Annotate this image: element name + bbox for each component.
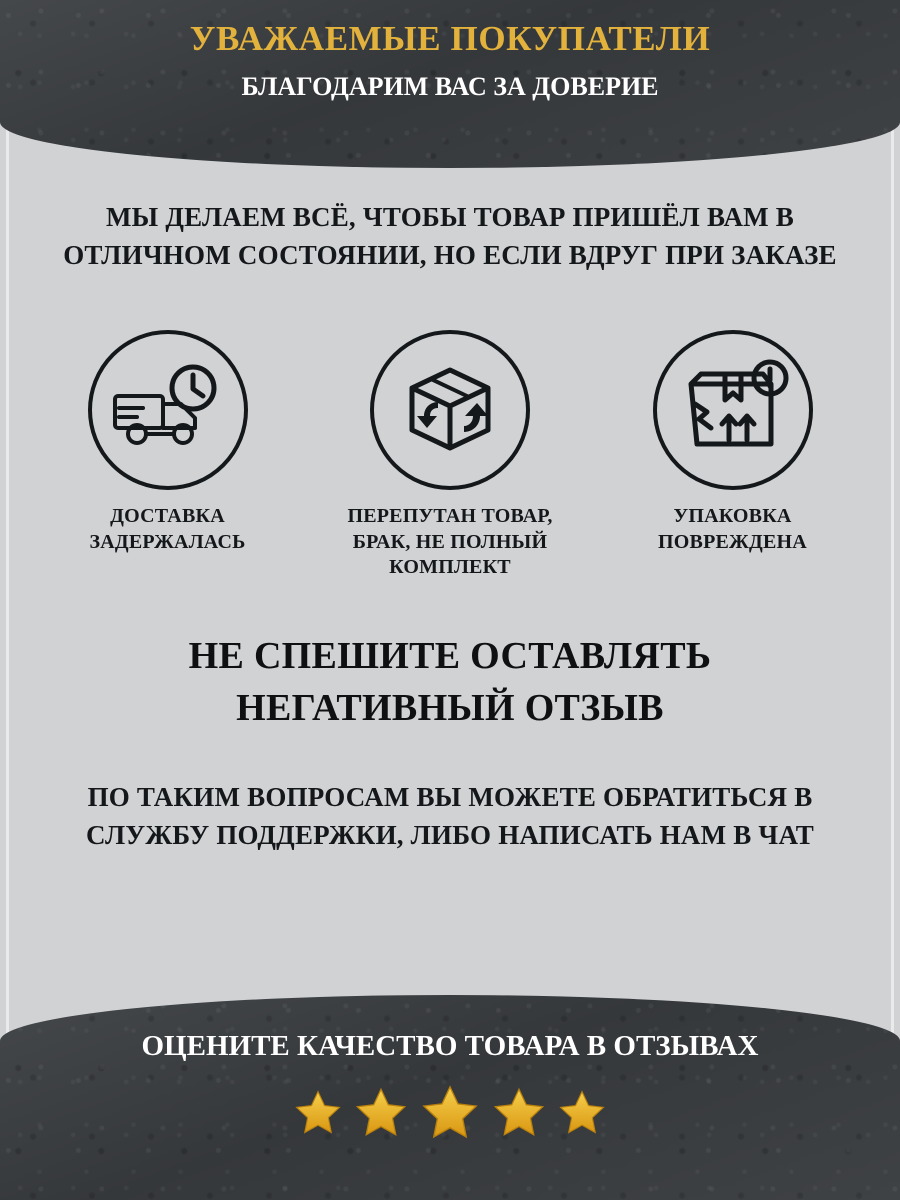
delivery-truck-clock-icon (88, 330, 248, 490)
star-icon[interactable] (488, 1083, 550, 1143)
footer-title: ОЦЕНИТЕ КАЧЕСТВО ТОВАРА В ОТЗЫВАХ (141, 1030, 759, 1062)
box-return-arrow-icon (370, 330, 530, 490)
issue-item-delivery (40, 330, 295, 555)
rating-stars[interactable] (290, 1080, 610, 1146)
star-icon[interactable] (350, 1083, 412, 1143)
issue-item-damaged-package (605, 330, 860, 555)
issue-item-wrong-product (323, 330, 578, 581)
page-title: УВАЖАЕМЫЕ ПОКУПАТЕЛИ (189, 19, 711, 58)
issue-caption: ДОСТАВКА ЗАДЕРЖАЛАСЬ (89, 505, 246, 553)
headline-text: НЕ СПЕШИТЕ ОСТАВЛЯТЬ НЕГАТИВНЫЙ ОТЗЫВ (188, 635, 712, 730)
header (0, 0, 900, 160)
header-subtitle: БЛАГОДАРИМ ВАС ЗА ДОВЕРИЕ (241, 71, 659, 101)
star-icon[interactable] (416, 1080, 484, 1146)
star-icon[interactable] (554, 1086, 610, 1140)
star-icon[interactable] (290, 1086, 346, 1140)
issue-caption: УПАКОВКА ПОВРЕЖДЕНА (658, 505, 807, 553)
footer (0, 1000, 900, 1200)
intro-text: МЫ ДЕЛАЕМ ВСЁ, ЧТОБЫ ТОВАР ПРИШЁЛ ВАМ В ОТЛИЧНОМ СОСТОЯНИИ, НО ЕСЛИ ВДРУГ ПРИ ЗАКАЗЕ (63, 202, 837, 271)
body-text: ПО ТАКИМ ВОПРОСАМ ВЫ МОЖЕТЕ ОБРАТИТЬСЯ В СЛУЖБУ ПОДДЕРЖКИ, ЛИБО НАПИСАТЬ НАМ В ЧАТ (86, 782, 814, 851)
damaged-package-icon (653, 330, 813, 490)
issues-list (40, 330, 860, 581)
issue-caption: ПЕРЕПУТАН ТОВАР, БРАК, НЕ ПОЛНЫЙ КОМПЛЕКТ (347, 505, 553, 579)
